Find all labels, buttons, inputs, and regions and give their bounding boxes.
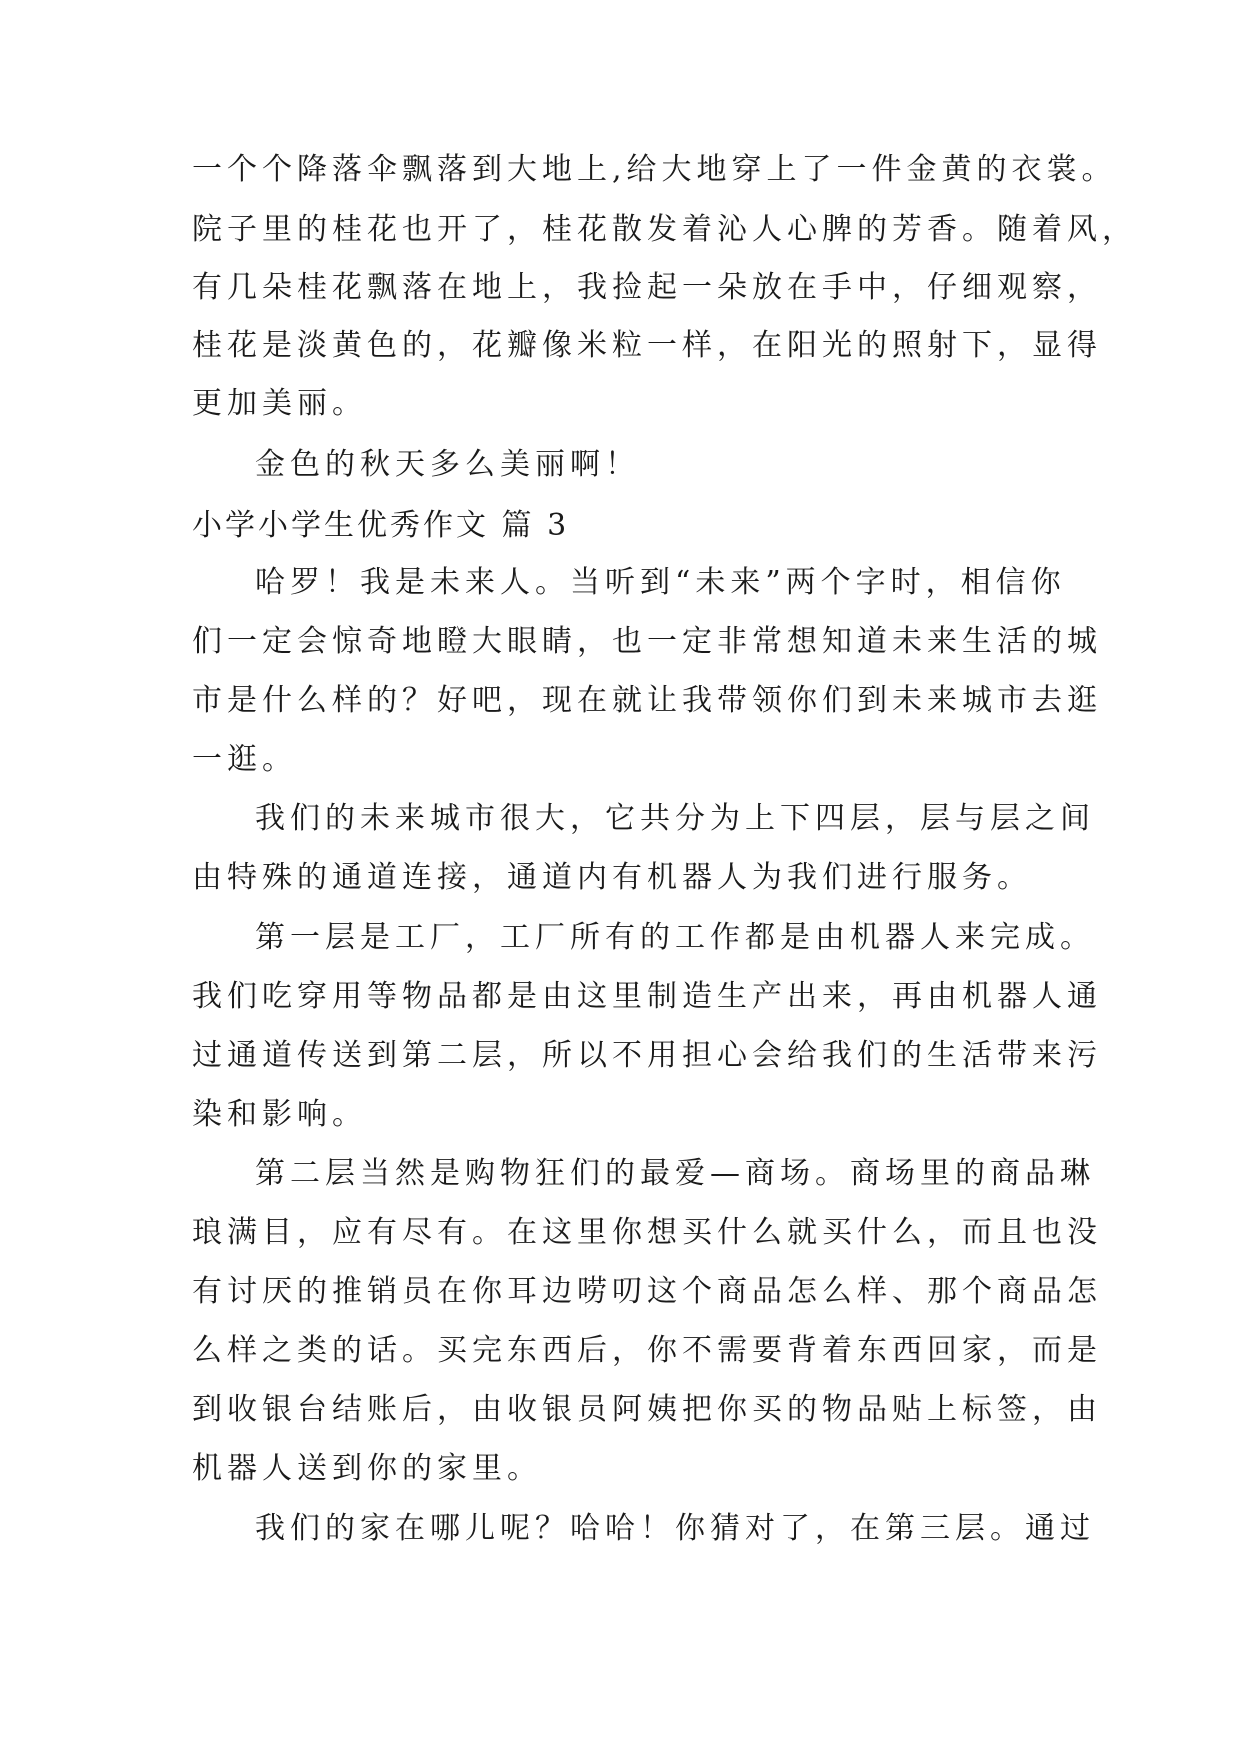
text-line: 桂花是淡黄色的，花瓣像米粒一样，在阳光的照射下，显得 — [192, 328, 1102, 363]
paragraph-line: 金色的秋天多么美丽啊！ — [255, 447, 640, 482]
text-line: 到收银台结账后，由收银员阿姨把你买的物品贴上标签，由 — [192, 1392, 1102, 1427]
text-line: 有讨厌的推销员在你耳边唠叨这个商品怎么样、那个商品怎 — [192, 1274, 1102, 1309]
paragraph-line: 第一层是工厂，工厂所有的工作都是由机器人来完成。 — [255, 920, 1095, 955]
paragraph-line: 我们的家在哪儿呢？哈哈！你猜对了，在第三层。通过 — [255, 1511, 1095, 1546]
text-line: 由特殊的通道连接，通道内有机器人为我们进行服务。 — [192, 860, 1032, 895]
paragraph-line: 第二层当然是购物狂们的最爱—商场。商场里的商品琳 — [255, 1156, 1095, 1191]
text-line: 染和影响。 — [192, 1097, 367, 1132]
paragraph-line: 哈罗！我是未来人。当听到“未来”两个字时，相信你 — [255, 565, 1066, 600]
text-line: 我们吃穿用等物品都是由这里制造生产出来，再由机器人通 — [192, 979, 1102, 1014]
text-line: 机器人送到你的家里。 — [192, 1451, 542, 1486]
text-line: 们一定会惊奇地瞪大眼睛，也一定非常想知道未来生活的城 — [192, 624, 1102, 659]
text-line: 过通道传送到第二层，所以不用担心会给我们的生活带来污 — [192, 1038, 1102, 1073]
text-line: 院子里的桂花也开了，桂花散发着沁人心脾的芳香。随着风， — [192, 212, 1137, 247]
paragraph-line: 我们的未来城市很大，它共分为上下四层，层与层之间 — [255, 801, 1095, 836]
text-line: 琅满目，应有尽有。在这里你想买什么就买什么，而且也没 — [192, 1215, 1102, 1250]
text-line: 更加美丽。 — [192, 386, 367, 421]
text-line: 一逛。 — [192, 742, 297, 777]
text-line: 么样之类的话。买完东西后，你不需要背着东西回家，而是 — [192, 1333, 1102, 1368]
text-line: 有几朵桂花飘落在地上，我捡起一朵放在手中，仔细观察， — [192, 270, 1102, 305]
section-heading: 小学小学生优秀作文 篇 3 — [192, 508, 570, 543]
text-line: 市是什么样的？好吧，现在就让我带领你们到未来城市去逛 — [192, 683, 1102, 718]
text-line: 一个个降落伞飘落到大地上,给大地穿上了一件金黄的衣裳。 — [192, 152, 1117, 187]
